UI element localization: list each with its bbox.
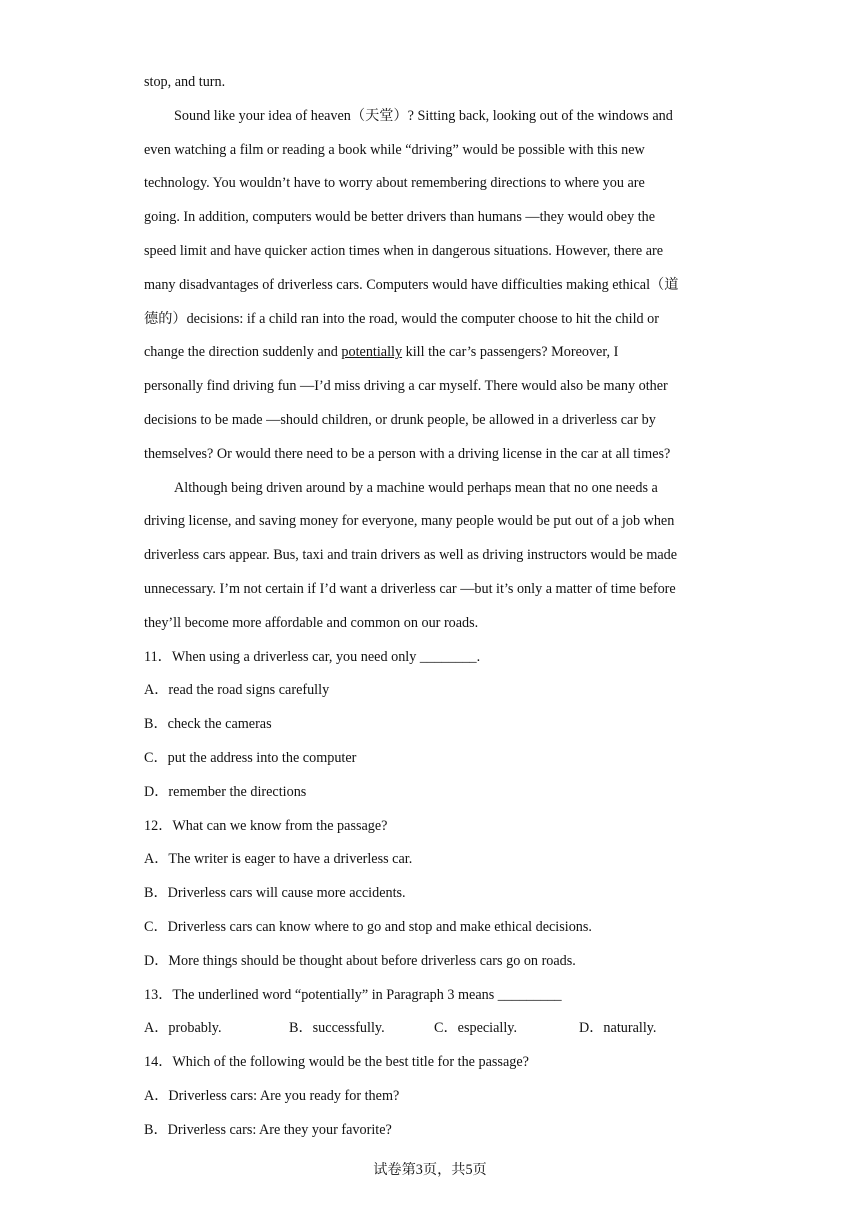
- option-b: B．Driverless cars will cause more accidents.: [144, 885, 406, 902]
- paragraph-line: even watching a film or reading a book while “driving” would be possible with this new: [144, 141, 645, 158]
- paragraph-line: Sound like your idea of heaven（天堂）? Sitting back, looking out of the windows and: [174, 107, 673, 124]
- option-a: A．The writer is eager to have a driverless car.: [144, 851, 413, 868]
- paragraph-line: unnecessary. I’m not certain if I’d want a driverless car —but it’s only a matter of time before: [144, 580, 676, 597]
- paragraph-line: going. In addition, computers would be better drivers than humans —they would obey the: [144, 209, 656, 226]
- paragraph-line: driving license, and saving money for everyone, many people would be put out of a job when: [144, 513, 675, 530]
- option-a: A．probably.: [144, 1020, 222, 1037]
- underlined-word: potentially: [341, 344, 403, 361]
- paragraph-line: speed limit and have quicker action times when in dangerous situations. However, there are: [144, 242, 664, 259]
- question-stem: 14．Which of the following would be the best title for the passage?: [144, 1054, 529, 1071]
- paragraph-4: [144, 472, 724, 641]
- paragraph-line: stop, and turn.: [144, 74, 226, 90]
- question-stem: 12．What can we know from the passage?: [144, 817, 388, 834]
- paragraph-line: driverless cars appear. Bus, taxi and train drivers as well as driving instructors would be made: [144, 547, 678, 564]
- paragraph-line: decisions to be made —should children, or drunk people, be allowed in a driverless car by: [144, 411, 656, 428]
- question-stem: 13．The underlined word “potentially” in Paragraph 3 means _________: [144, 986, 562, 1003]
- option-a: A．Driverless cars: Are you ready for them?: [144, 1087, 400, 1104]
- option-a: A．read the road signs carefully: [144, 682, 330, 699]
- paragraph-line: [144, 336, 724, 370]
- paragraph-line: themselves? Or would there need to be a person with a driving license in the car at all times?: [144, 445, 671, 462]
- paragraph-line: 德的）decisions: if a child ran into the road, would the computer choose to hit the child or: [144, 310, 659, 327]
- exam-page: [144, 66, 724, 1148]
- text-segment: change the direction suddenly and: [144, 344, 342, 361]
- option-b: B．successfully.: [289, 1020, 385, 1037]
- paragraph-3: [144, 100, 724, 472]
- option-c: C．put the address into the computer: [144, 749, 357, 766]
- paragraph-line: many disadvantages of driverless cars. Computers would have difficulties making ethical（道: [144, 276, 679, 293]
- paragraph-line: they’ll become more affordable and common on our roads.: [144, 614, 479, 631]
- page-footer: 试卷第3页，共5页: [373, 1162, 487, 1178]
- question-stem: 11．When using a driverless car, you need only ________.: [144, 648, 481, 665]
- option-b: B．check the cameras: [144, 716, 272, 733]
- question-13: [144, 979, 724, 1047]
- option-d: D．remember the directions: [144, 783, 307, 800]
- question-14: [144, 1046, 724, 1147]
- paragraph-line: Although being driven around by a machine would perhaps mean that no one needs a: [174, 479, 658, 496]
- paragraph-line: technology. You wouldn’t have to worry about remembering directions to where you are: [144, 175, 645, 192]
- option-c: C．especially.: [434, 1020, 517, 1037]
- option-d: D．More things should be thought about before driverless cars go on roads.: [144, 952, 576, 969]
- paragraph-line: personally find driving fun —I’d miss driving a car myself. There would also be many other: [144, 378, 668, 395]
- question-12: [144, 810, 724, 979]
- option-c: C．Driverless cars can know where to go and stop and make ethical decisions.: [144, 918, 592, 935]
- options-row: [144, 1012, 724, 1046]
- option-b: B．Driverless cars: Are they your favorite?: [144, 1121, 392, 1138]
- question-11: [144, 641, 724, 810]
- option-d: D．naturally.: [579, 1020, 657, 1037]
- text-segment: kill the car’s passengers? Moreover, I: [402, 344, 619, 361]
